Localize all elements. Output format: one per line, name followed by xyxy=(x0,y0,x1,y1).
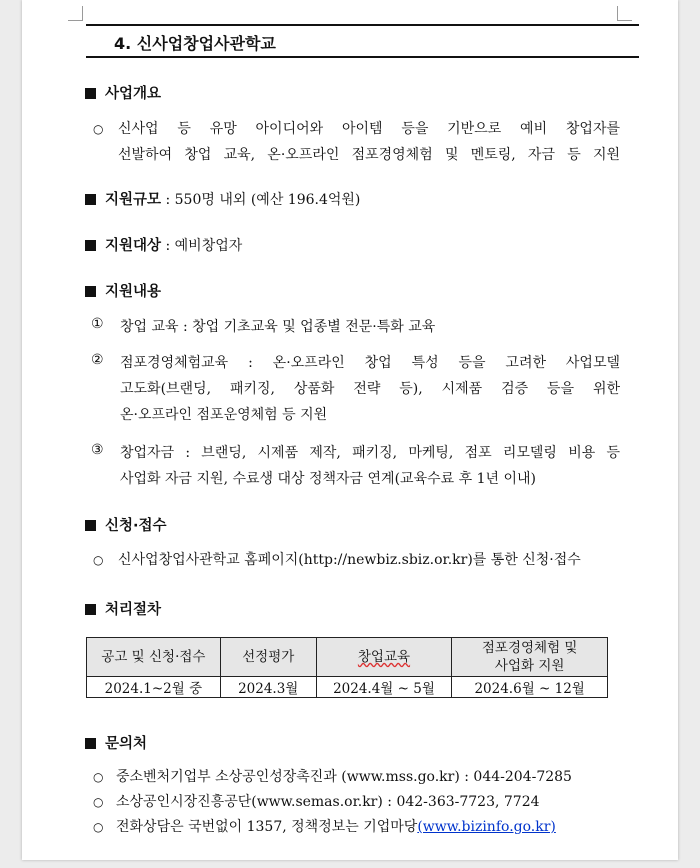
heading-apply: 신청·접수 xyxy=(85,514,167,535)
scale-value: : 550명 내외 (예산 196.4억원) xyxy=(161,192,361,208)
item-number-1: ① xyxy=(91,316,104,332)
overview-line-2: 선발하여 창업 교육, 온·오프라인 점포경영체험 및 멘토링, 자금 등 지원 xyxy=(118,147,620,163)
contact-line-2: 소상공인시장진흥공단(www.semas.or.kr) : 042-363-7723, 7724 xyxy=(116,794,540,810)
page-corner-mark xyxy=(617,6,632,21)
table-cell: 2024.6월 ~ 12월 xyxy=(452,677,608,698)
target-value: : 예비창업자 xyxy=(161,238,243,254)
table-cell: 2024.3월 xyxy=(220,677,316,698)
section-title-bar xyxy=(86,24,639,58)
table-row xyxy=(87,677,608,698)
circle-bullet-icon: ○ xyxy=(93,795,104,809)
content-item-3-line-1: 창업자금 : 브랜딩, 시제품 제작, 패키징, 마케팅, 점포 리모델링 비용 등 xyxy=(120,445,620,461)
table-cell: 2024.4월 ~ 5월 xyxy=(316,677,452,698)
page-title: 4. 신사업창업사관학교 xyxy=(114,34,276,53)
square-bullet-icon xyxy=(85,738,96,749)
table-header-cell xyxy=(316,638,452,677)
content-item-2-line-1: 점포경영체험교육 : 온·오프라인 창업 특성 등을 고려한 사업모델 xyxy=(120,355,620,371)
content-item-2-line-2: 고도화(브랜딩, 패키징, 상품화 전략 등), 시제품 검증 등을 위한 xyxy=(120,381,620,397)
heading-overview: 사업개요 xyxy=(85,82,161,103)
content-item-3-line-2: 사업화 자금 지원, 수료생 대상 정책자금 연계(교육수료 후 1년 이내) xyxy=(120,471,536,487)
apply-line: 신사업창업사관학교 홈페이지(http://newbiz.sbiz.or.kr)를 통한 신청·접수 xyxy=(118,552,581,568)
table-header-cell: 선정평가 xyxy=(220,638,316,677)
heading-scale: 지원규모 : 550명 내외 (예산 196.4억원) xyxy=(85,188,360,209)
square-bullet-icon xyxy=(85,240,96,251)
spellcheck-underlined-text: 창업교육 xyxy=(357,649,411,665)
page-corner-mark xyxy=(68,6,83,21)
heading-target: 지원대상 : 예비창업자 xyxy=(85,234,242,255)
bizinfo-link[interactable]: (www.bizinfo.go.kr) xyxy=(417,819,556,835)
table-header-cell: 공고 및 신청·접수 xyxy=(87,638,221,677)
heading-content: 지원내용 xyxy=(85,280,161,301)
process-table xyxy=(86,637,608,698)
circle-bullet-icon: ○ xyxy=(93,122,104,136)
content-item-2-line-3: 온·오프라인 점포운영체험 등 지원 xyxy=(120,407,328,423)
circle-bullet-icon: ○ xyxy=(93,770,104,784)
content-item-1-line-1: 창업 교육 : 창업 기초교육 및 업종별 전문·특화 교육 xyxy=(120,319,436,335)
circle-bullet-icon: ○ xyxy=(93,553,104,567)
overview-line-1: 신사업 등 유망 아이디어와 아이템 등을 기반으로 예비 창업자를 xyxy=(118,121,620,137)
circle-bullet-icon: ○ xyxy=(93,820,104,834)
heading-process: 처리절차 xyxy=(85,598,161,619)
heading-contact: 문의처 xyxy=(85,732,147,753)
square-bullet-icon xyxy=(85,520,96,531)
item-number-2: ② xyxy=(91,352,104,368)
square-bullet-icon xyxy=(85,604,96,615)
square-bullet-icon xyxy=(85,88,96,99)
item-number-3: ③ xyxy=(91,442,104,458)
square-bullet-icon xyxy=(85,194,96,205)
table-header-cell: 점포경영체험 및 사업화 지원 xyxy=(452,638,608,677)
contact-line-1: 중소벤처기업부 소상공인성장촉진과 (www.mss.go.kr) : 044-204-7285 xyxy=(116,769,572,785)
square-bullet-icon xyxy=(85,286,96,297)
contact-line-3: 전화상담은 국번없이 1357, 정책정보는 기업마당(www.bizinfo.go.kr) xyxy=(116,819,556,835)
table-header-row xyxy=(87,638,608,677)
table-cell: 2024.1~2월 중 xyxy=(87,677,221,698)
